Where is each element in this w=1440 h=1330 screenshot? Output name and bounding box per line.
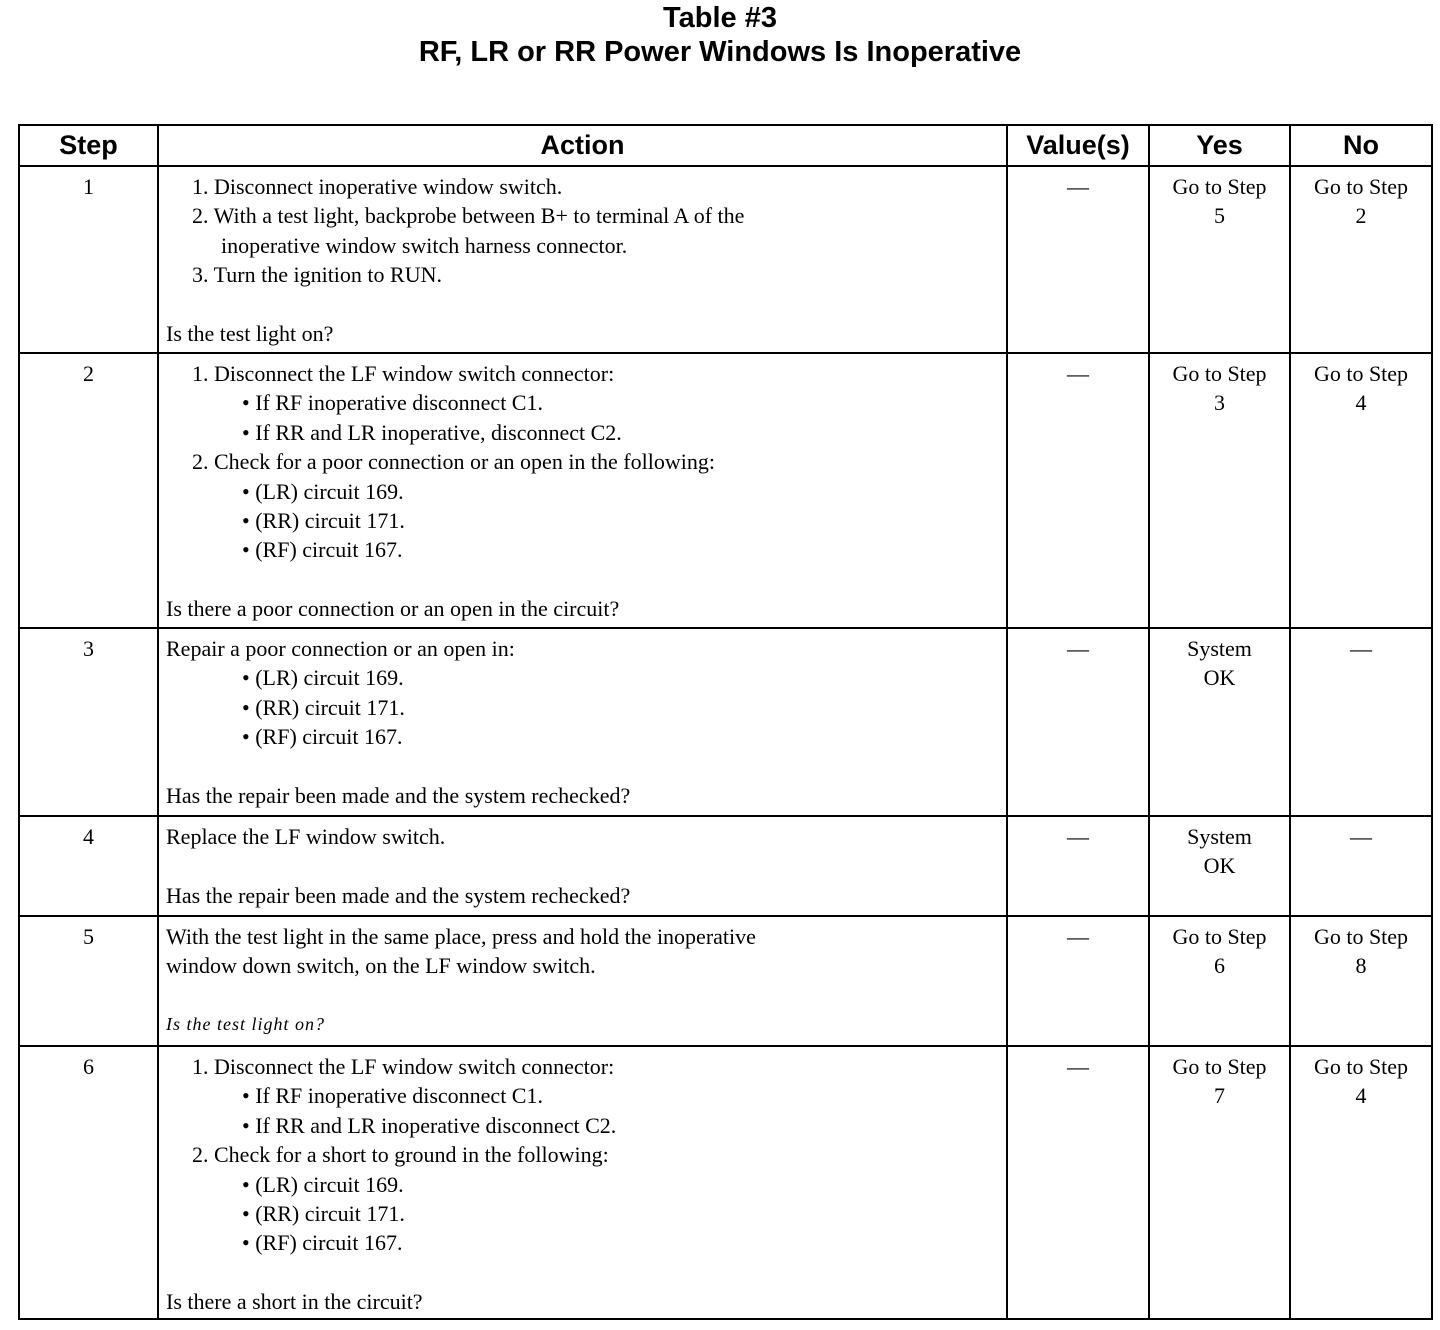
- action-line: 1. Disconnect the LF window switch connector:: [192, 1054, 615, 1079]
- action-line: 2. Check for a short to ground in the following:: [192, 1142, 609, 1168]
- action-question: Has the repair been made and the system rechecked?: [166, 882, 631, 908]
- yes-cell: [1149, 916, 1290, 1046]
- table-title: Table #3: [663, 2, 777, 34]
- header-step: Step: [19, 125, 158, 166]
- action-cell: [158, 1046, 1007, 1319]
- action-question: Is the test light on?: [166, 1014, 325, 1035]
- yes-line: System: [1187, 824, 1252, 849]
- yes-cell: [1149, 353, 1290, 628]
- header-yes: Yes: [1149, 125, 1290, 166]
- diagnostic-table: [18, 124, 1433, 1320]
- action-line: 2. With a test light, backprobe between B+ to terminal A of the: [192, 203, 745, 229]
- yes-step: 7: [1214, 1083, 1225, 1109]
- table-row: [19, 916, 1432, 1046]
- action-line: • (RR) circuit 171.: [242, 694, 405, 720]
- header-values: Value(s): [1007, 125, 1149, 166]
- no-line: Go to Step: [1313, 924, 1409, 949]
- yes-step: OK: [1203, 853, 1236, 879]
- no-cell: [1290, 166, 1432, 353]
- action-line: 3. Turn the ignition to RUN.: [192, 262, 442, 288]
- step-number: 5: [19, 916, 158, 1046]
- action-line: • (LR) circuit 169.: [242, 478, 404, 504]
- action-cell: [158, 916, 1007, 1046]
- action-cell: [158, 816, 1007, 916]
- no-step: 4: [1355, 1083, 1367, 1109]
- action-line: • If RR and LR inoperative, disconnect C2.: [242, 419, 622, 445]
- yes-line: System: [1187, 636, 1252, 661]
- no-cell: [1290, 916, 1432, 1046]
- action-line: 1. Disconnect inoperative window switch.: [192, 174, 563, 199]
- yes-cell: [1149, 816, 1290, 916]
- header-no: No: [1290, 125, 1432, 166]
- yes-line: Go to Step: [1172, 174, 1267, 199]
- no-line: Go to Step: [1313, 361, 1409, 386]
- value-cell: —: [1007, 816, 1149, 916]
- value-cell: —: [1007, 166, 1149, 353]
- no-cell: [1290, 1046, 1432, 1319]
- yes-line: Go to Step: [1172, 361, 1267, 386]
- table-subtitle: RF, LR or RR Power Windows Is Inoperative: [418, 36, 1022, 68]
- action-line: • (RR) circuit 171.: [242, 1201, 405, 1227]
- action-line: Replace the LF window switch.: [166, 824, 446, 849]
- no-step: 2: [1355, 203, 1367, 229]
- action-question: Is there a short in the circuit?: [166, 1289, 423, 1315]
- action-question: Has the repair been made and the system rechecked?: [166, 783, 631, 809]
- yes-cell: [1149, 166, 1290, 353]
- action-cell: [158, 166, 1007, 353]
- table-row: [19, 353, 1432, 628]
- table-row: [19, 166, 1432, 353]
- yes-cell: [1149, 628, 1290, 816]
- step-number: 2: [19, 353, 158, 628]
- value-cell: —: [1007, 916, 1149, 1046]
- action-line: 1. Disconnect the LF window switch connector:: [192, 361, 615, 386]
- yes-line: Go to Step: [1172, 924, 1267, 949]
- action-line: • If RF inoperative disconnect C1.: [242, 1083, 543, 1109]
- yes-line: Go to Step: [1172, 1054, 1267, 1079]
- yes-step: 6: [1214, 953, 1225, 979]
- action-line: With the test light in the same place, press and hold the inoperative: [166, 924, 756, 949]
- action-line: inoperative window switch harness connector.: [221, 232, 628, 258]
- action-line: • (RF) circuit 167.: [242, 537, 403, 563]
- action-line: • (LR) circuit 169.: [242, 1171, 404, 1197]
- action-line: 2. Check for a poor connection or an open in the following:: [192, 449, 715, 475]
- step-number: 4: [19, 816, 158, 916]
- action-line: • (LR) circuit 169.: [242, 665, 404, 691]
- step-number: 1: [19, 166, 158, 353]
- action-line: • (RR) circuit 171.: [242, 508, 405, 534]
- value-cell: —: [1007, 628, 1149, 816]
- action-line: • If RF inoperative disconnect C1.: [242, 390, 543, 416]
- action-line: • If RR and LR inoperative disconnect C2.: [242, 1112, 617, 1138]
- action-line: • (RF) circuit 167.: [242, 1230, 403, 1256]
- value-cell: —: [1007, 353, 1149, 628]
- value-cell: —: [1007, 1046, 1149, 1319]
- action-line: window down switch, on the LF window switch.: [166, 953, 596, 979]
- no-line: Go to Step: [1313, 1054, 1409, 1079]
- yes-step: 5: [1214, 203, 1225, 229]
- no-line: Go to Step: [1313, 174, 1409, 199]
- step-number: 3: [19, 628, 158, 816]
- header-action: Action: [158, 125, 1007, 166]
- action-cell: [158, 353, 1007, 628]
- yes-cell: [1149, 1046, 1290, 1319]
- yes-step: 3: [1214, 390, 1225, 416]
- yes-step: OK: [1203, 665, 1236, 691]
- step-number: 6: [19, 1046, 158, 1319]
- no-cell: —: [1290, 628, 1432, 816]
- action-line: Repair a poor connection or an open in:: [166, 636, 515, 661]
- action-question: Is there a poor connection or an open in the circuit?: [166, 596, 620, 622]
- action-cell: [158, 628, 1007, 816]
- table-row: [19, 816, 1432, 916]
- header-row: [19, 125, 1432, 166]
- table-row: [19, 1046, 1432, 1319]
- action-question: Is the test light on?: [166, 321, 334, 347]
- no-step: 8: [1355, 953, 1367, 979]
- no-cell: [1290, 353, 1432, 628]
- no-cell: —: [1290, 816, 1432, 916]
- no-step: 4: [1355, 390, 1367, 416]
- table-row: [19, 628, 1432, 816]
- action-line: • (RF) circuit 167.: [242, 724, 403, 750]
